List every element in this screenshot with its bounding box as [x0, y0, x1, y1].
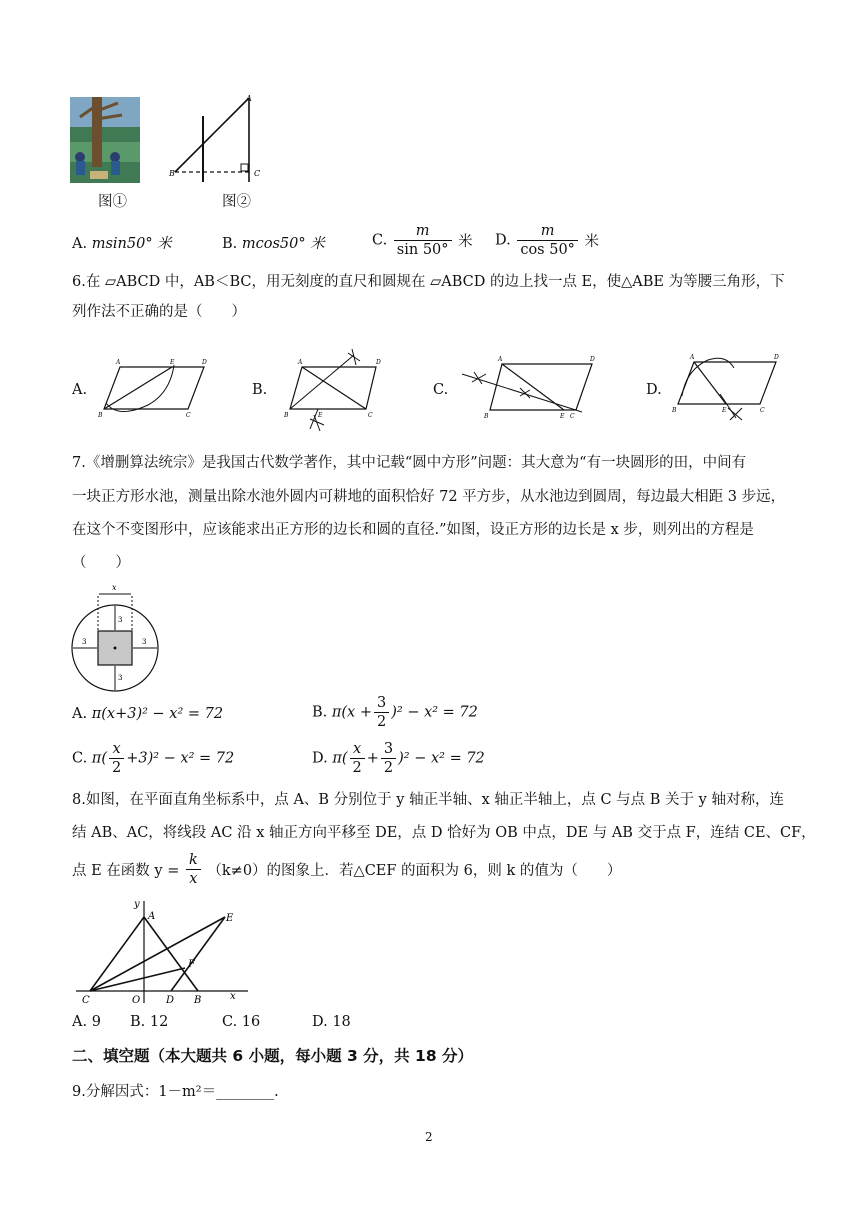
svg-text:A: A — [498, 356, 503, 363]
svg-text:O: O — [132, 995, 141, 1005]
svg-text:E: E — [560, 413, 565, 420]
q6-option-a-key: A. — [72, 382, 88, 398]
q6-figure-d — [672, 348, 790, 430]
q6-option-b-key: B. — [252, 382, 268, 398]
q7-option-b: B. π(x + $\frac{3}{2}$ )² − x² = 72 — [312, 695, 478, 730]
page-number: 2 — [425, 1130, 433, 1144]
section-2-title: 二、填空题（本大题共 6 小题，每小题 3 分，共 18 分） — [72, 1047, 474, 1065]
q8-option-c: C. 16 — [222, 1014, 261, 1030]
q7-text-line1: 7.《增删算法统宗》是我国古代数学著作，其中记载“圆中方形”问题：其大意为“有一块圆形的田，中间有 — [72, 455, 747, 471]
q8-option-b: B. 12 — [130, 1014, 169, 1030]
q7-text-line2: 一块正方形水池，测量出除水池外圆内可耕地的面积恰好 72 平方步，从水池边到圆周，每边最大相距 3 步远， — [72, 489, 786, 505]
svg-text:3: 3 — [118, 616, 123, 624]
q9-text: 9.分解因式：1－m²＝________. — [72, 1084, 279, 1100]
svg-text:B: B — [672, 407, 677, 414]
svg-text:y: y — [134, 899, 140, 910]
svg-text:E: E — [170, 359, 175, 366]
q5-fig2-label-c: C — [254, 169, 261, 178]
q5-fig2-label-b: B — [169, 169, 175, 178]
svg-text:D: D — [774, 354, 779, 361]
q6-figure-c — [458, 352, 608, 422]
q5-fig2-label-a: A — [246, 94, 252, 103]
svg-text:x: x — [230, 991, 236, 1002]
svg-text:x: x — [112, 583, 117, 592]
q5-option-a: A. msin50° 米 — [72, 236, 172, 252]
q6-text-line1: 6.在 ▱ABCD 中，AB＜BC，用无刻度的直尺和圆规在 ▱ABCD 的边上找一点 E，使△ABE 为等腰三角形，下 — [72, 274, 785, 290]
q6-option-d-key: D. — [646, 382, 662, 398]
q8-option-d: D. 18 — [312, 1014, 351, 1030]
q5-option-c: C. $\frac{m}{\sin 50^\circ}$ 米 — [372, 223, 473, 258]
svg-text:3: 3 — [82, 638, 87, 646]
svg-text:3: 3 — [142, 638, 147, 646]
svg-text:C: C — [570, 413, 575, 420]
svg-text:D: D — [376, 359, 381, 366]
svg-text:A: A — [690, 354, 695, 361]
q8-text-line3: 点 E 在函数 y = $\frac{k}{x}$ （k≠0）的图象上．若△CEF 的面积为 6，则 k 的值为（ ） — [72, 852, 622, 887]
q6-option-c-key: C. — [433, 382, 449, 398]
q7-text-line3: 在这个不变图形中，应该能求出正方形的边长和圆的直径.”如图，设正方形的边长是 x 步，则列出的方程是 — [72, 522, 754, 538]
q8-text-line1: 8.如图，在平面直角坐标系中，点 A、B 分别位于 y 轴正半轴、x 轴正半轴上，点 C 与点 B 关于 y 轴对称，连 — [72, 792, 784, 808]
q7-option-d: D. π( $\frac{x}{2}$ + $\frac{3}{2}$ )² − x² = 72 — [312, 741, 485, 776]
svg-text:B: B — [194, 995, 202, 1005]
q6-figure-b — [280, 345, 390, 435]
q8-text-line2: 结 AB、AC，将线段 AC 沿 x 轴正方向平移至 DE，点 D 恰好为 OB 中点，DE 与 AB 交于点 F，连结 CE、CF， — [72, 825, 816, 841]
svg-text:E: E — [318, 412, 323, 419]
svg-text:F: F — [188, 959, 195, 970]
svg-text:B: B — [284, 412, 289, 419]
svg-text:A: A — [116, 359, 121, 366]
q5-option-d: D. $\frac{m}{\cos 50^\circ}$ 米 — [495, 223, 600, 258]
q7-option-a: A. π(x+3)² − x² = 72 — [72, 706, 224, 722]
svg-text:A: A — [298, 359, 303, 366]
svg-text:E: E — [722, 407, 727, 414]
q5-fig2-diagram — [165, 92, 275, 187]
svg-text:D: D — [166, 995, 175, 1005]
q8-coordinate-figure — [72, 895, 252, 1005]
q5-fig2-caption: 图② — [222, 194, 251, 210]
svg-text:D: D — [590, 356, 595, 363]
svg-text:C: C — [82, 995, 90, 1005]
svg-text:A: A — [148, 911, 156, 922]
q5-fig1-caption: 图① — [98, 194, 127, 210]
q6-text-line2: 列作法不正确的是（ ） — [72, 304, 246, 320]
svg-text:C: C — [760, 407, 765, 414]
q7-text-line4: （ ） — [72, 555, 130, 571]
q6-figure-a — [98, 355, 218, 425]
q7-option-c: C. π( $\frac{x}{2}$ +3)² − x² = 72 — [72, 741, 235, 776]
svg-text:D: D — [202, 359, 207, 366]
svg-text:E: E — [226, 913, 234, 924]
q5-option-b: B. mcos50° 米 — [222, 236, 325, 252]
svg-text:B: B — [484, 413, 489, 420]
svg-text:C: C — [186, 412, 191, 419]
q5-fig1-photo — [70, 97, 140, 183]
svg-text:B: B — [98, 412, 103, 419]
q8-option-a: A. 9 — [72, 1014, 101, 1030]
q7-figure-circle-square — [70, 582, 160, 692]
svg-text:3: 3 — [118, 674, 123, 682]
svg-text:C: C — [368, 412, 373, 419]
